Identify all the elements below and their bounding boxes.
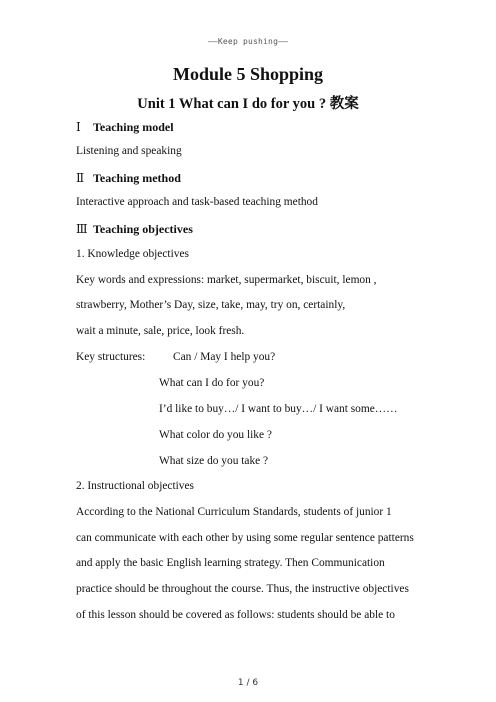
section-number: Ⅰ <box>76 120 81 134</box>
paragraph-line: According to the National Curriculum Standards, students of junior 1 <box>76 506 392 518</box>
section-title: Teaching method <box>93 171 181 185</box>
page-header: ——Keep pushing—— <box>207 37 289 46</box>
section-number: Ⅲ <box>76 222 88 236</box>
structure-item: What can I do for you? <box>159 377 265 389</box>
section-text: Interactive approach and task-based teaching method <box>76 196 318 208</box>
paragraph-line: wait a minute, sale, price, look fresh. <box>76 325 245 337</box>
subsection-heading-knowledge: 1. Knowledge objectives <box>76 248 189 260</box>
section-heading-teaching-objectives <box>76 222 193 237</box>
structure-item: What color do you like ? <box>159 429 272 441</box>
section-title: Teaching model <box>93 120 174 134</box>
subsection-heading-instructional: 2. Instructional objectives <box>76 480 194 492</box>
document-title: Module 5 Shopping <box>172 64 324 84</box>
structure-item: I’d like to buy…/ I want to buy…/ I want some…… <box>159 403 398 415</box>
paragraph-line: of this lesson should be covered as follows: students should be able to <box>76 609 395 621</box>
paragraph-line: Key words and expressions: market, supermarket, biscuit, lemon , <box>76 274 377 286</box>
paragraph-line: practice should be throughout the course. Thus, the instructive objectives <box>76 583 409 595</box>
paragraph-line: and apply the basic English learning strategy. Then Communication <box>76 557 385 569</box>
page-number: 1 / 6 <box>237 678 259 688</box>
section-title: Teaching objectives <box>93 222 193 236</box>
paragraph-line: can communicate with each other by using some regular sentence patterns <box>76 532 414 544</box>
key-structures-label: Key structures: <box>76 351 146 363</box>
section-heading-teaching-method <box>76 171 181 186</box>
section-text: Listening and speaking <box>76 145 182 157</box>
section-heading-teaching-model <box>76 120 174 135</box>
structure-item: Can / May I help you? <box>173 351 276 363</box>
document-subtitle: Unit 1 What can I do for you ? 教案 <box>137 96 359 112</box>
paragraph-line: strawberry, Mother’s Day, size, take, may, try on, certainly, <box>76 299 346 311</box>
section-number: Ⅱ <box>76 171 85 185</box>
structure-item: What size do you take ? <box>159 455 269 467</box>
